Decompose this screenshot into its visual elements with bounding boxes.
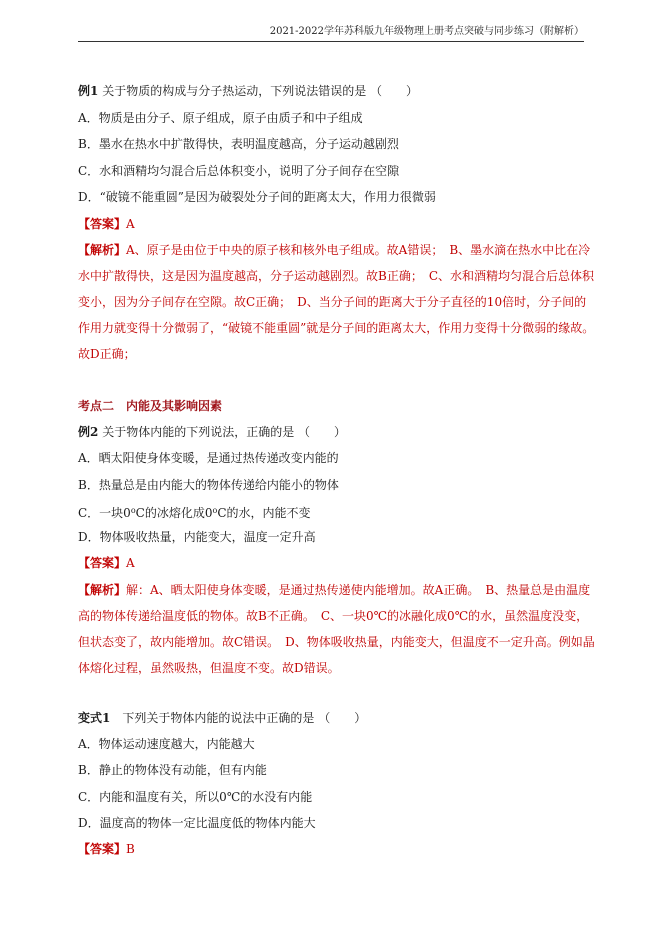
question-1-analysis-line-3: 变小，因为分子间存在空隙。故C正确； D、当分子间的距离大于分子直径的10倍时，分子间的	[78, 295, 587, 309]
question-1-option-c: C．水和酒精均匀混合后总体积变小，说明了分子间存在空隙	[78, 164, 400, 178]
option-text: C的水，内能不变	[217, 506, 311, 520]
question-2-option-b: B．热量总是由内能大的物体传递给内能小的物体	[78, 478, 339, 492]
question-1-analysis-line-5: 故D正确；	[78, 347, 136, 361]
page-header: 2021-2022学年苏科版九年级物理上册考点突破与同步练习（附解析）	[78, 22, 584, 42]
section-2-title: 考点二 内能及其影响因素	[78, 399, 223, 413]
question-3-label: 变式1	[78, 711, 111, 725]
question-2-option-c	[78, 503, 598, 521]
answer-tag: 【答案】	[78, 217, 127, 231]
question-2-text: 关于物体内能的下列说法，正确的是 （ ）	[102, 425, 347, 439]
question-3-stem	[78, 710, 598, 726]
question-2-analysis-line-2: 高的物体传递给温度低的物体。故B不正确。 C、一块0℃的冰融化成0℃的水，虽然温度没变，	[78, 609, 589, 623]
question-3-text: 下列关于物体内能的说法中正确的是 （ ）	[122, 711, 367, 725]
answer-tag: 【答案】	[78, 556, 127, 570]
question-2-analysis-line-4: 体熔化过程，虽然吸热，但温度不变。故D错误。	[78, 661, 340, 675]
question-1-analysis-line-2: 水中扩散得快，这是因为温度越高，分子运动越剧烈。故B正确； C、水和酒精均匀混合后总体积	[78, 269, 595, 283]
question-2-stem	[78, 424, 598, 440]
question-2-label: 例2	[78, 425, 99, 439]
degree-mark: o	[130, 506, 136, 515]
question-1-option-d: D．“破镜不能重圆”是因为破裂处分子间的距离太大，作用力很微弱	[78, 190, 436, 204]
analysis-text: A、原子是由位于中央的原子核和核外电子组成。故A错误； B、墨水滴在热水中比在冷	[126, 243, 591, 257]
option-text: C．一块0	[78, 506, 131, 520]
question-2-option-a: A．晒太阳使身体变暖，是通过热传递改变内能的	[78, 451, 339, 465]
answer-tag: 【答案】	[78, 842, 127, 856]
analysis-tag: 【解析】	[78, 243, 127, 257]
question-3-option-b: B．静止的物体没有动能，但有内能	[78, 763, 267, 777]
question-1-analysis-line-1	[78, 242, 598, 258]
question-1-stem	[78, 83, 598, 99]
answer-value: A	[126, 556, 135, 570]
question-1-text: 关于物质的构成与分子热运动，下列说法错误的是 （ ）	[102, 84, 419, 98]
question-1-option-b: B．墨水在热水中扩散得快，表明温度越高，分子运动越剧烈	[78, 137, 399, 151]
question-3-option-a: A．物体运动速度越大，内能越大	[78, 737, 255, 751]
analysis-text: 解：A、晒太阳使身体变暖，是通过热传递使内能增加。故A正确。 B、热量总是由温度	[126, 583, 591, 597]
question-2-analysis-line-1	[78, 582, 598, 598]
question-3-answer	[78, 841, 598, 857]
answer-value: A	[126, 217, 135, 231]
question-1-label: 例1	[78, 84, 99, 98]
question-2-option-d: D．物体吸收热量，内能变大，温度一定升高	[78, 530, 316, 544]
option-text: C的冰熔化成0	[135, 506, 213, 520]
question-1-analysis-line-4: 作用力就变得十分微弱了，“破镜不能重圆”就是分子间的距离太大，作用力变得十分微弱的缘故。	[78, 321, 595, 335]
degree-mark: o	[212, 506, 218, 515]
analysis-tag: 【解析】	[78, 583, 127, 597]
question-1-answer	[78, 216, 598, 232]
question-3-option-c: C．内能和温度有关，所以0℃的水没有内能	[78, 790, 313, 804]
question-1-option-a: A．物质是由分子、原子组成，原子由质子和中子组成	[78, 111, 363, 125]
question-3-option-d: D．温度高的物体一定比温度低的物体内能大	[78, 816, 316, 830]
question-2-analysis-line-3: 但状态变了，故内能增加。故C错误。 D、物体吸收热量，内能变大，但温度不一定升高。例如晶	[78, 635, 595, 649]
question-2-answer	[78, 555, 598, 571]
answer-value: B	[126, 842, 135, 856]
